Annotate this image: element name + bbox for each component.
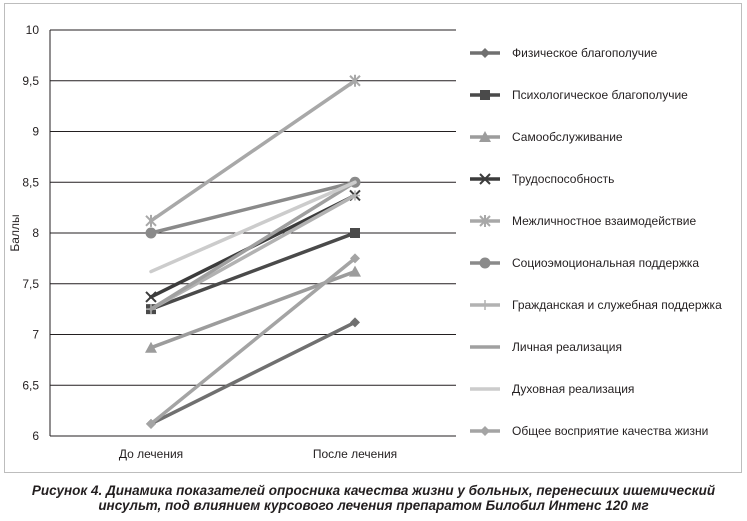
legend-label: Трудоспособность <box>512 172 615 186</box>
figure-caption <box>0 483 747 513</box>
legend-label: Физическое благополучие <box>512 46 658 60</box>
legend-swatch-marker <box>480 300 490 310</box>
y-tick-label: 8 <box>32 226 39 240</box>
y-tick-label: 10 <box>25 23 39 37</box>
x-tick-label: До лечения <box>118 447 184 461</box>
legend-label: Гражданская и служебная поддержка <box>512 298 722 312</box>
y-axis-label: Баллы <box>8 214 22 252</box>
y-tick-label: 7,5 <box>22 276 39 291</box>
y-tick-label: 9,5 <box>22 73 39 88</box>
legend-label: Социоэмоциональная поддержка <box>512 256 700 270</box>
x-tick-label: После лечения <box>312 447 398 461</box>
y-tick-label: 8,5 <box>22 175 39 190</box>
legend-label: Самообслуживание <box>512 130 623 144</box>
legend-label: Межличностное взаимодействие <box>512 214 697 228</box>
legend-swatch-marker <box>480 48 490 58</box>
y-tick-label: 9 <box>32 124 39 139</box>
y-tick-label: 6 <box>32 429 39 443</box>
legend-label: Общее восприятие качества жизни <box>512 424 709 438</box>
y-tick-label: 6,5 <box>22 378 39 393</box>
legend-label: Психологическое благополучие <box>512 88 688 102</box>
legend-swatch-marker <box>480 90 490 100</box>
y-tick-label: 7 <box>32 327 39 342</box>
legend-label: Личная реализация <box>512 340 622 354</box>
data-point <box>146 215 156 227</box>
legend-label: Духовная реализация <box>512 382 635 396</box>
legend-swatch-marker <box>480 426 490 436</box>
data-point <box>349 266 361 277</box>
data-point <box>350 228 360 238</box>
caption-line-1: Рисунок 4. Динамика показателей опросника качества жизни у больных, перенесших ишемический <box>31 483 716 498</box>
data-point <box>146 228 157 239</box>
legend-swatch-marker <box>480 258 491 269</box>
caption-line-2: инсульт, под влиянием курсового лечения препаратом Билобил Интенс 120 мг <box>98 498 649 513</box>
